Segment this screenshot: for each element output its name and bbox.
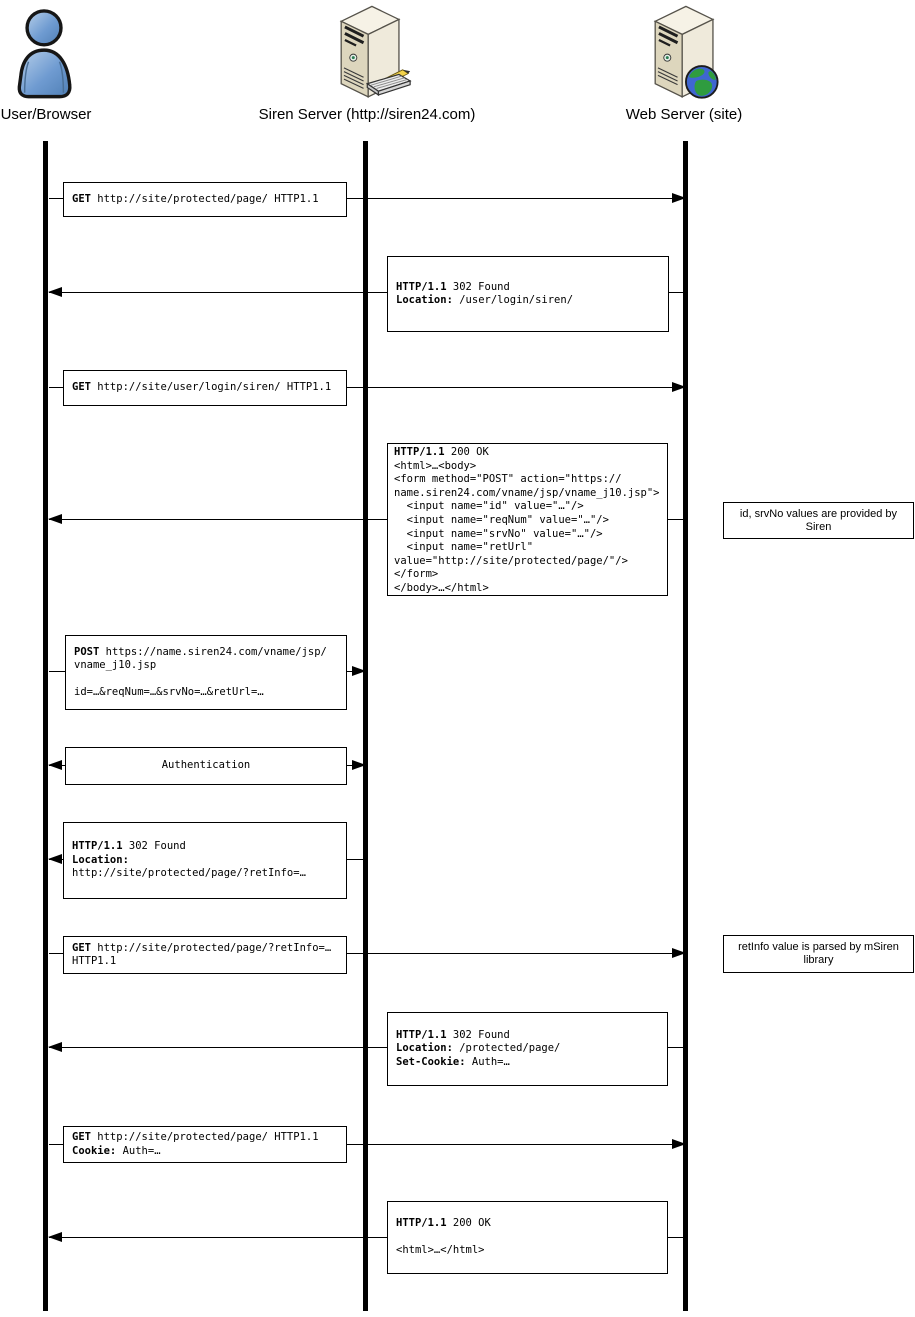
- arrowhead-left: [48, 287, 62, 297]
- actor-label-web: Web Server (site): [625, 106, 743, 123]
- lifeline-user: [43, 141, 48, 1311]
- actor-label-user: User/Browser: [0, 106, 92, 123]
- message-box-m5: POST https://name.siren24.com/vname/jsp/ vname_j10.jsp id=…&reqNum=…&srvNo=…&retUrl=…: [65, 635, 347, 710]
- actor-label-siren: Siren Server (http://siren24.com): [258, 106, 476, 123]
- globe: [686, 66, 718, 98]
- person-icon: [14, 6, 76, 107]
- note-siren-values: id, srvNo values are provided by Siren: [723, 502, 914, 539]
- lifeline-web: [683, 141, 688, 1311]
- arrowhead-right: [352, 760, 366, 770]
- message-box-m9: HTTP/1.1 302 Found Location: /protected/page/ Set-Cookie: Auth=…: [387, 1012, 668, 1086]
- message-box-m11: HTTP/1.1 200 OK <html>…</html>: [387, 1201, 668, 1274]
- message-box-m8: GET http://site/protected/page/?retInfo=… HTTP1.1: [63, 936, 347, 974]
- arrowhead-left: [48, 1042, 62, 1052]
- message-box-m10: GET http://site/protected/page/ HTTP1.1 Cookie: Auth=…: [63, 1126, 347, 1163]
- arrowhead-right: [672, 382, 686, 392]
- arrowhead-left: [48, 514, 62, 524]
- server-keyboard-icon: [330, 1, 412, 110]
- message-box-m7: HTTP/1.1 302 Found Location: http://site/protected/page/?retInfo=…: [63, 822, 347, 899]
- arrowhead-right: [672, 193, 686, 203]
- message-box-m3: GET http://site/user/login/siren/ HTTP1.1: [63, 370, 347, 406]
- arrowhead-right: [672, 948, 686, 958]
- arrowhead-right: [352, 666, 366, 676]
- arrowhead-left: [48, 760, 62, 770]
- server-globe-icon: [644, 1, 726, 110]
- arrowhead-left: [48, 854, 62, 864]
- message-box-m6: Authentication: [65, 747, 347, 785]
- arrowhead-left: [48, 1232, 62, 1242]
- message-box-m1: GET http://site/protected/page/ HTTP1.1: [63, 182, 347, 217]
- arrowhead-right: [672, 1139, 686, 1149]
- note-retinfo-parsed: retInfo value is parsed by mSiren library: [723, 935, 914, 973]
- message-box-m2: HTTP/1.1 302 Found Location: /user/login/siren/: [387, 256, 669, 332]
- lifeline-siren: [363, 141, 368, 1311]
- message-box-m4: HTTP/1.1 200 OK <html>…<body> <form method="POST" action="https:// name.siren24.com/vname/jsp/vname_j10.jsp"> <input name="id" value="…"/> <input name="reqNum" value="…"/> <input name="srvNo" value="…"/> <input name="retUrl" value="http://site/protected/page/"/> </form> </body>…</html>: [387, 443, 668, 596]
